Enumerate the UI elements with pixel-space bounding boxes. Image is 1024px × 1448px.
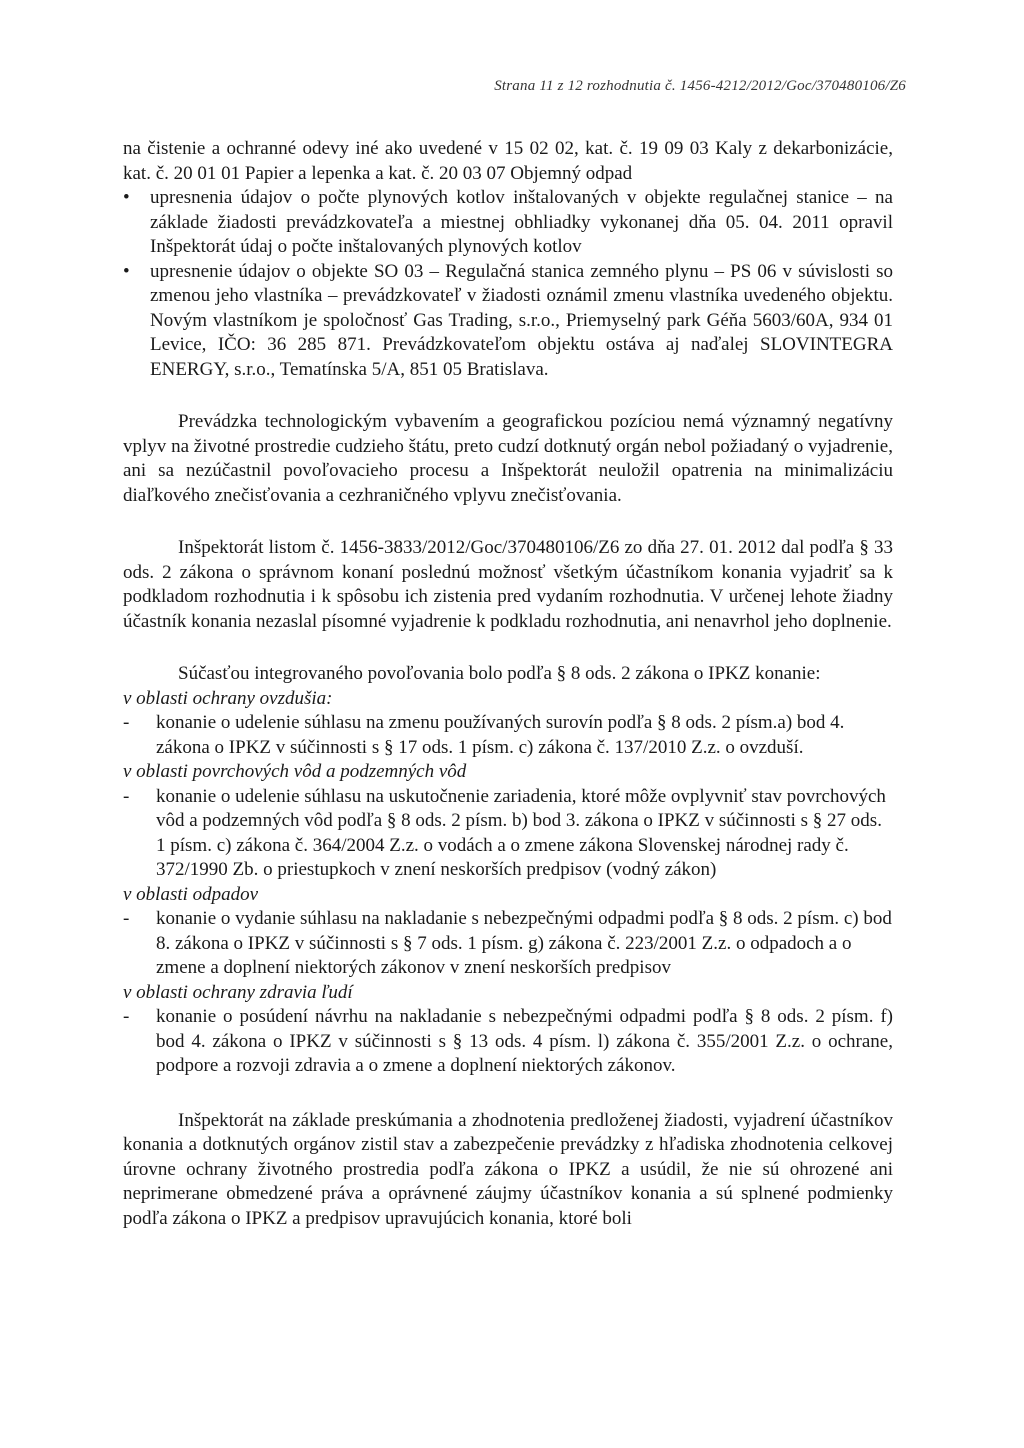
paragraph-conclusion: Inšpektorát na základe preskúmania a zhodnotenia predloženej žiadosti, vyjadrení účastníkov konania a dotknutých orgánov zistil stav a zabezpečenie prevádzky z hľadiska zhodnotenia celkovej úrovne ochrany životného prostredia podľa zákona o IPKZ a usúdil, že nie sú ohrozené ani neprimerane obmedzené práva a oprávnené záujmy účastníkov konania a sú splnené podmienky podľa zákona o IPKZ a predpisov upravujúcich konania, ktoré boli bbox=[123, 1109, 893, 1229]
page-header: Strana 11 z 12 rozhodnutia č. 1456-4212/2012/Goc/370480106/Z6 bbox=[494, 78, 906, 94]
area-text: konanie o posúdení návrhu na nakladanie s nebezpečnými odpadmi podľa § 8 ods. 2 písm. f) bod 4. zákona o IPKZ v súčinnosti s § 13 ods. 4 písm. l) zákona č. 355/2001 Z.z. o ochrane, podpore a rozvoji zdravia a o zmene a doplnení niektorých zákonov. bbox=[156, 1006, 893, 1076]
area-heading-health: v oblasti ochrany zdravia ľudí bbox=[123, 981, 353, 1003]
bullet-icon: • bbox=[123, 187, 130, 208]
bullet-text: upresnenie údajov o objekte SO 03 – Regulačná stanica zemného plynu – PS 06 v súvislosti so zmenou jeho vlastníka – prevádzkovateľ v žiadosti oznámil zmenu vlastníka uvedeného objektu. Novým vlastníkom je spoločnosť Gas Trading, s.r.o., Priemyselný park Géňa 5603/60A, 934 01 Levice, IČO: 36 285 871. Prevádzkovateľom objektu ostáva aj naďalej SLOVINTEGRA ENERGY, s.r.o., Tematínska 5/A, 851 05 Bratislava. bbox=[150, 260, 893, 380]
dash-icon: - bbox=[123, 712, 130, 733]
area-item-air bbox=[123, 711, 893, 760]
continuation-text: na čistenie a ochranné odevy iné ako uvedené v 15 02 02, kat. č. 19 09 03 Kaly z dekarbonizácie, kat. č. 20 01 01 Papier a lepenka a kat. č. 20 03 07 Objemný odpad bbox=[123, 138, 893, 184]
document-body bbox=[123, 137, 893, 1231]
bullet-icon: • bbox=[123, 260, 130, 282]
dash-icon: - bbox=[123, 785, 130, 807]
area-text: konanie o udelenie súhlasu na zmenu používaných surovín podľa § 8 ods. 2 písm.a) bod 4. zákona o IPKZ v súčinnosti s § 17 ods. 1 písm. c) zákona č. 137/2010 Z.z. o ovzduší. bbox=[156, 712, 845, 758]
area-item-water bbox=[123, 785, 893, 883]
bullet-text: upresnenia údajov o počte plynových kotlov inštalovaných v objekte regulačnej stanice – na základe žiadosti prevádzkovateľa a miestnej obhliadky vykonanej dňa 05. 04. 2011 opravil Inšpektorát údaj o počte inštalovaných plynových kotlov bbox=[150, 187, 893, 257]
bullet-item bbox=[123, 186, 893, 260]
area-item-waste bbox=[123, 907, 893, 981]
paragraph-integrated-permitting: Súčasťou integrovaného povoľovania bolo podľa § 8 ods. 2 zákona o IPKZ konanie: bbox=[178, 663, 821, 684]
bullet-item bbox=[123, 260, 893, 383]
dash-icon: - bbox=[123, 1006, 130, 1027]
area-item-health bbox=[123, 1005, 893, 1079]
paragraph-foreign-impact: Prevádzka technologickým vybavením a geografickou pozíciou nemá významný negatívny vplyv na životné prostredie cudzieho štátu, preto cudzí dotknutý orgán nebol požiadaný o vyjadrenie, ani sa nezúčastnil povoľovacieho procesu a Inšpektorát neuložil opatrenia na minimalizáciu diaľkového znečisťovania a cezhraničného vplyvu znečisťovania. bbox=[123, 411, 893, 506]
paragraph-final-opportunity: Inšpektorát listom č. 1456-3833/2012/Goc/370480106/Z6 zo dňa 27. 01. 2012 dal podľa § 33 ods. 2 zákona o správnom konaní poslednú možnosť všetkým účastníkom konania vyjadriť sa k podkladom rozhodnutia i k spôsobu ich zistenia pred vydaním rozhodnutia. V určenej lehote žiadny účastník konania nezaslal písomné vyjadrenie k podkladu rozhodnutia, ani nenavrhol jeho doplnenie. bbox=[123, 537, 893, 632]
area-text: konanie o udelenie súhlasu na uskutočnenie zariadenia, ktoré môže ovplyvniť stav povrchových vôd a podzemných vôd podľa § 8 ods. 2 písm. b) bod 3. zákona o IPKZ v súčinnosti s § 27 ods. 1 písm. c) zákona č. 364/2004 Z.z. o vodách a o zmene zákona Slovenskej národnej rady č. 372/1990 Zb. o priestupkoch v znení neskorších predpisov (vodný zákon) bbox=[156, 785, 886, 880]
area-heading-water: v oblasti povrchových vôd a podzemných vôd bbox=[123, 761, 467, 782]
area-text: konanie o vydanie súhlasu na nakladanie s nebezpečnými odpadmi podľa § 8 ods. 2 písm. c) bod 8. zákona o IPKZ v súčinnosti s § 7 ods. 1 písm. g) zákona č. 223/2001 Z.z. o odpadoch a o zmene a doplnení niektorých zákonov v znení neskorších predpisov bbox=[156, 908, 892, 978]
dash-icon: - bbox=[123, 908, 130, 929]
area-heading-air: v oblasti ochrany ovzdušia: bbox=[123, 687, 333, 709]
area-heading-waste: v oblasti odpadov bbox=[123, 883, 259, 905]
